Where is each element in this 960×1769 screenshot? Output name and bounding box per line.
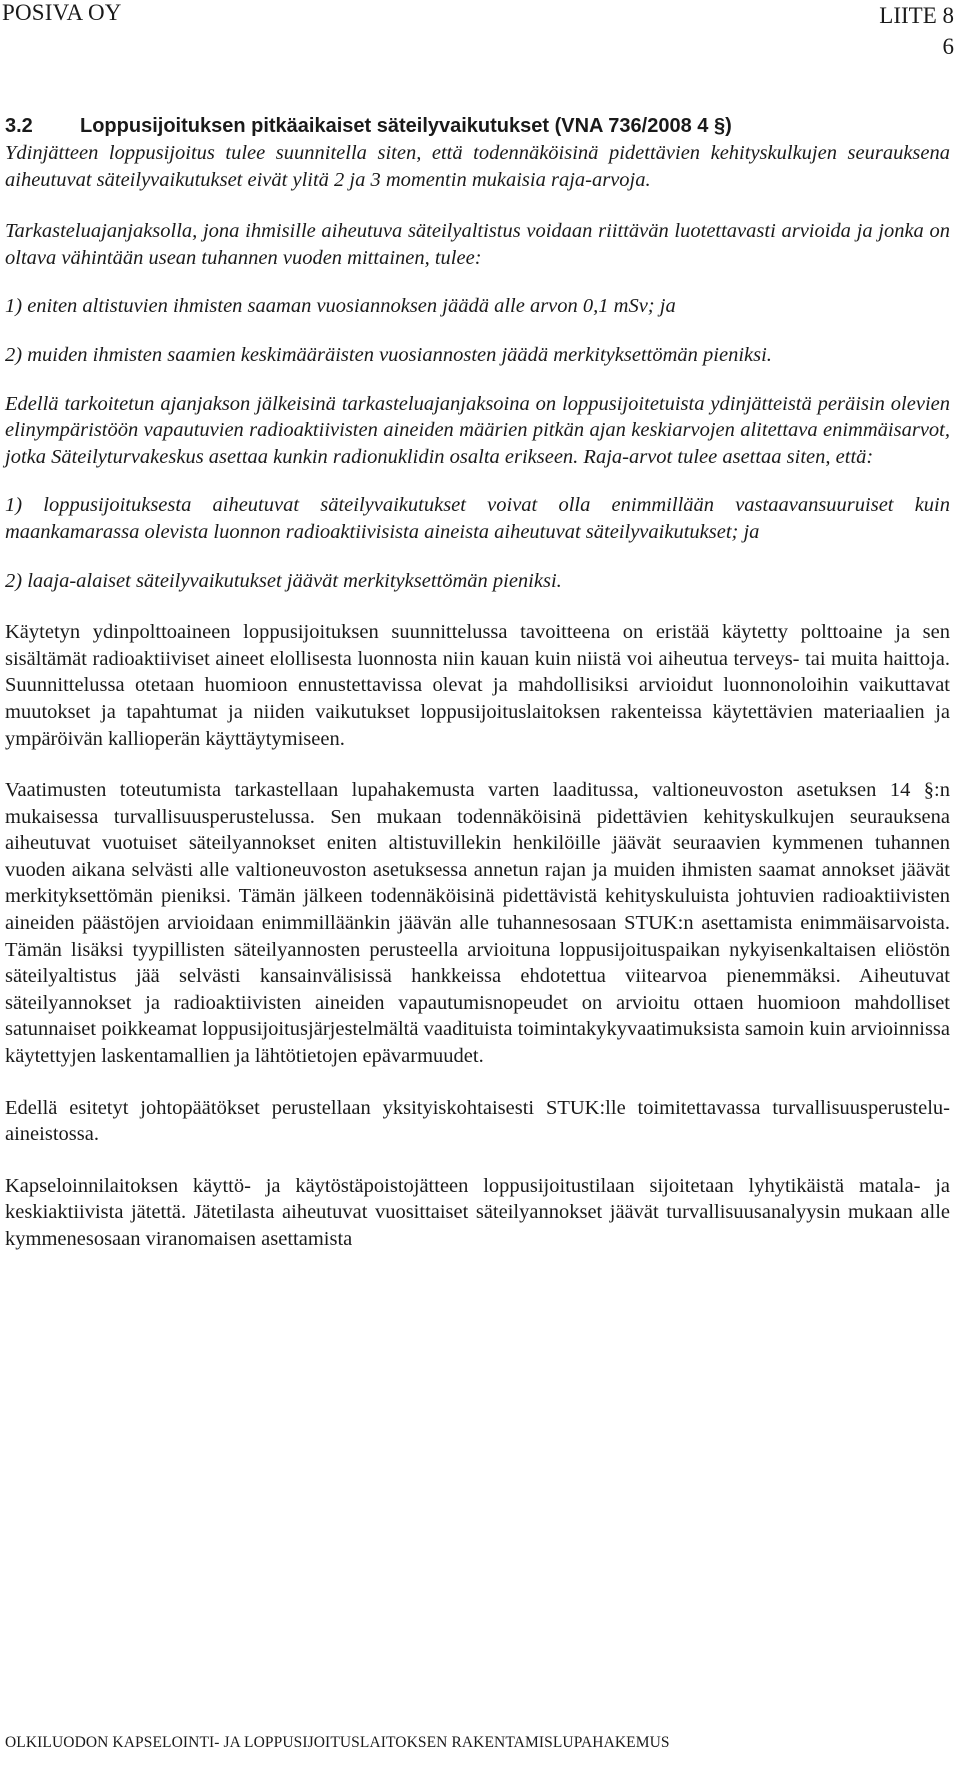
document-body — [5, 112, 950, 1253]
paragraph-regulation-intro: Ydinjätteen loppusijoitus tulee suunnitella siten, että todennäköisinä pidettävien kehityskulkujen seurauksena aiheutuvat säteilyvaikutukset eivät ylitä 2 ja 3 momentin mukaisia raja-arvoja. — [5, 142, 950, 191]
paragraph-design-goal: Käytetyn ydinpolttoaineen loppusijoituksen suunnittelussa tavoitteena on eristää käytetty polttoaine ja sen sisältämät radioaktiiviset aineet elollisesta luonnosta niin kauan kuin niistä voi aiheutua terveys- tai muita haittoja. Suunnittelussa otetaan huomioon ennustettavissa olevat ja mahdollisiksi arvioidut luonnonoloihin vaikuttavat muutokset ja tapahtumat ja niiden vaikutukset loppusijoituslaitoksen rakenteissa käytettävien materiaalien ja ympäröivän kallioperän käyttäytymiseen. — [5, 621, 950, 750]
section-heading — [5, 112, 950, 140]
section-number: 3.2 — [5, 115, 33, 137]
header-organization: POSIVA OY — [2, 0, 122, 25]
paragraph-safety-case: Vaatimusten toteutumista tarkastellaan lupahakemusta varten laaditussa, valtioneuvoston asetuksen 14 §:n mukaisessa turvallisuusperustelussa. Sen mukaan todennäköisinä pidettävien kehityskulkujen seurauksena aiheutuvat vuotuiset säteilyannokset eniten altistuvillekin henkilöille jäävät seuraavien kymmenen tuhannen vuoden aikana selvästi alle valtioneuvoston asetuksessa annetun rajan ja muiden ihmisten saamat annokset jäävät merkityksettömän pieniksi. Tämän jälkeen todennäköisinä pidettävistä kehityskuluista johtuvien radioaktiivisten aineiden päästöjen arvioidaan enimmilläänkin jäävän alle tuhannesosaan STUK:n asettamista enimmäisarvoista. Tämän lisäksi tyypillisten säteilyannosten perusteella arvioituna loppusijoituspaikan nykyisenkaltaisen eliöstön säteilyaltistus jää selvästi kansainvälisissä hankkeissa ehdotettua viitearvoa pienemmäksi. Aiheutuvat säteilyannokset ja radioaktiivisten aineiden vapautumisnopeudet on arvioitu ottaen huomioon mahdolliset satunnaiset poikkeamat loppusijoitusjärjestelmältä vaadituista toimintakykyvaatimuksista samoin kuin arvioinnissa käytettyjen laskentamallien ja lähtötietojen epävarmuudet. — [5, 779, 950, 1068]
list-item-dose-limit: 1) eniten altistuvien ihmisten saaman vuosiannoksen jäädä alle arvon 0,1 mSv; ja — [5, 295, 676, 318]
paragraph-operational-waste: Kapseloinnilaitoksen käyttö- ja käytöstäpoistojätteen loppusijoitustilaan sijoitetaan lyhytikäistä matala- ja keskiaktiivista jätettä. Jätetilasta aiheutuvat vuosittaiset säteilyannokset jäävät turvallisuusanalyysin mukaan alle kymmenesosaan viranomaisen asettamista — [5, 1174, 950, 1250]
appendix-label: LIITE 8 — [879, 3, 954, 28]
list-item-average-dose: 2) muiden ihmisten saamien keskimääräisten vuosiannosten jäädä merkityksettömän pieniksi. — [5, 343, 772, 366]
list-item-widespread-effects: 2) laaja-alaiset säteilyvaikutukset jäävät merkityksettömän pieniksi. — [5, 569, 562, 592]
list-item-natural-radioactivity: 1) loppusijoituksesta aiheutuvat säteilyvaikutukset voivat olla enimmillään vastaavansuuruiset kuin maankamarassa olevista luonnon radioaktiivisista aineista aiheutuvat säteilyvaikutukset; ja — [5, 494, 950, 543]
paragraph-later-periods: Edellä tarkoitetun ajanjakson jälkeisinä tarkasteluajanjaksoina on loppusijoitetuista ydinjätteistä peräisin olevien elinympäristöön vapautuvien radioaktiivisten aineiden määrien pitkän ajan keskiarvojen alitettava enimmäisarvot, jotka Säteilyturvakeskus asettaa kunkin radionuklidin osalta erikseen. Raja-arvot tulee asettaa siten, että: — [5, 392, 950, 468]
paragraph-assessment-period: Tarkasteluajanjaksolla, jona ihmisille aiheutuva säteilyaltistus voidaan riittävän luotettavasti arvioida ja jonka on oltava vähintään usean tuhannen vuoden mittainen, tulee: — [5, 220, 950, 269]
page-footer: OLKILUODON KAPSELOINTI- JA LOPPUSIJOITUSLAITOKSEN RAKENTAMISLUPAHAKEMUS — [5, 1734, 670, 1751]
section-title: Loppusijoituksen pitkäaikaiset säteilyvaikutukset (VNA 736/2008 4 §) — [80, 115, 732, 137]
page-number: 6 — [942, 34, 954, 59]
header-appendix — [879, 0, 954, 62]
paragraph-conclusions: Edellä esitetyt johtopäätökset perustellaan yksityiskohtaisesti STUK:lle toimitettavassa turvallisuusperustelu-aineistossa. — [5, 1096, 950, 1146]
